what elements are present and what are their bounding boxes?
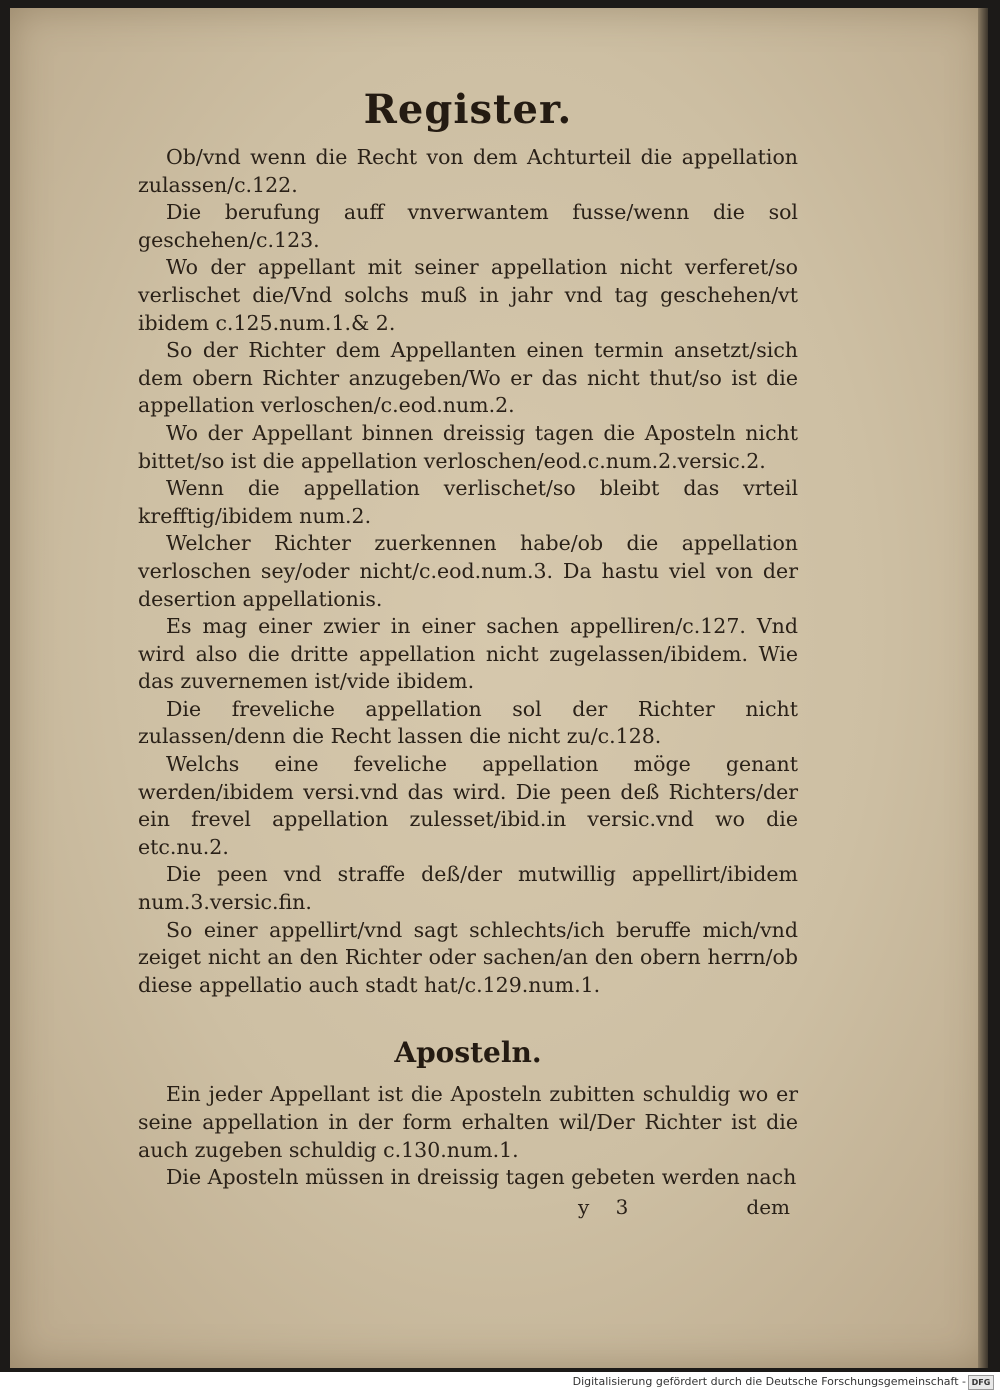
register-entry: Ob/vnd wenn die Recht von dem Achturteil die appellation zulassen/c.122. [138, 145, 798, 197]
register-entry: Wo der appellant mit seiner appellation nicht verferet/so verlischet die/Vnd solchs muß in jahr vnd tag geschehen/vt ibidem c.125.num.1.& 2. [138, 255, 798, 335]
signature-mark: y 3 [578, 1194, 639, 1219]
register-entry: Es mag einer zwier in einer sachen appelliren/c.127. Vnd wird also die dritte appellation nicht zugelassen/ibidem. Wie das zuvernemen ist/vide ibidem. [138, 614, 798, 694]
dfg-logo: DFG [968, 1375, 994, 1390]
funding-note: Digitalisierung gefördert durch die Deutsche Forschungsgemeinschaft - [572, 1375, 966, 1388]
register-entry: Welcher Richter zuerkennen habe/ob die appellation verloschen sey/oder nicht/c.eod.num.3. Da hastu viel von der desertion appellationis. [138, 531, 798, 611]
section-entry: Die Aposteln müssen in dreissig tagen gebeten werden nach [166, 1165, 797, 1190]
section-entry: Ein jeder Appellant ist die Aposteln zubitten schuldig wo er seine appellation in der form erhalten wil/Der Richter ist die auch zugeben schuldig c.130.num.1. [138, 1082, 798, 1162]
footer-bar [0, 1372, 1000, 1393]
section-heading: Aposteln. [394, 1036, 542, 1070]
running-head: Register. [363, 86, 573, 133]
book-page [10, 8, 988, 1368]
register-entry: So der Richter dem Appellanten einen termin ansetzt/sich dem obern Richter anzugeben/Wo er das nicht thut/so ist die appellation verloschen/c.eod.num.2. [138, 338, 798, 418]
register-entry: Wenn die appellation verlischet/so bleibt das vrteil krefftig/ibidem num.2. [138, 476, 798, 528]
register-entry: Die freveliche appellation sol der Richter nicht zulassen/denn die Recht lassen die nicht zu/c.128. [138, 696, 798, 749]
register-entry: Die berufung auff vnverwantem fusse/wenn die sol geschehen/c.123. [138, 200, 798, 252]
page-edge [978, 8, 988, 1368]
register-entry: Die peen vnd straffe deß/der mutwillig appellirt/ibidem num.3.versic.fin. [138, 862, 798, 915]
text-column [138, 80, 798, 1222]
register-entry: So einer appellirt/vnd sagt schlechts/ich beruffe mich/vnd zeiget nicht an den Richter oder sachen/an den obern herrn/ob diese appellatio auch stadt hat/c.129.num.1. [138, 917, 798, 997]
catchword: dem [746, 1194, 790, 1219]
register-entry: Welchs eine feveliche appellation möge genant werden/ibidem versi.vnd das wird. Die peen deß Richters/der ein frevel appellation zulesset/ibid.in versic.vnd wo die etc.nu.2. [138, 752, 798, 859]
catchline [138, 1192, 798, 1222]
register-entry: Wo der Appellant binnen dreissig tagen die Aposteln nicht bittet/so ist die appellation verloschen/eod.c.num.2.versic.2. [138, 420, 798, 473]
